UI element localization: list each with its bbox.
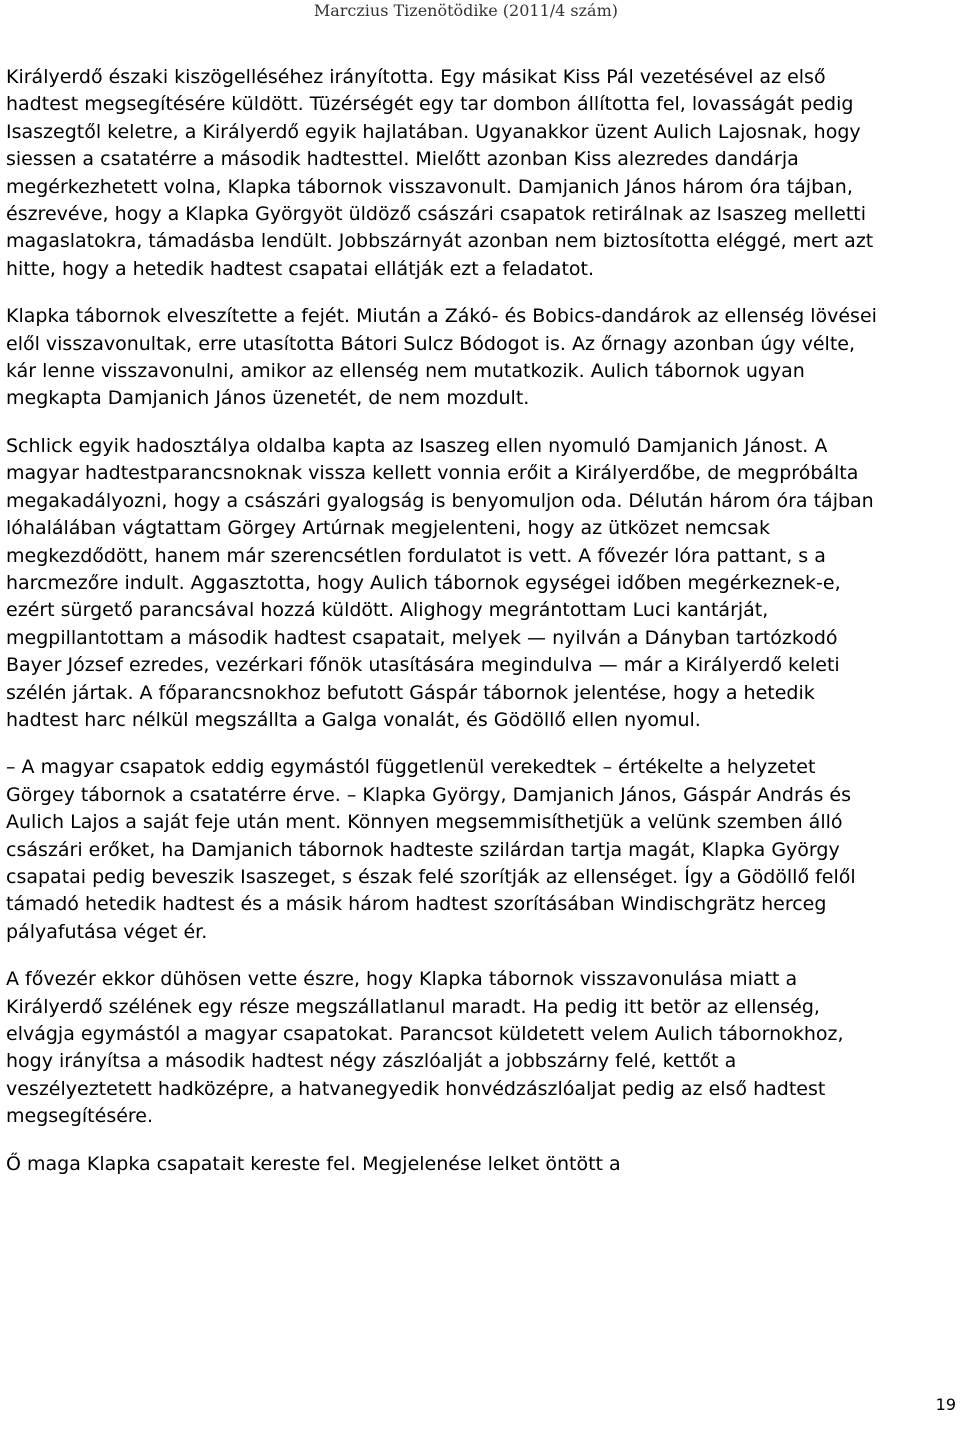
running-header: Marczius Tizenötödike (2011/4 szám) <box>313 1 618 20</box>
paragraph: Ő maga Klapka csapatait kereste fel. Megjelenése lelket öntött a <box>6 1152 621 1175</box>
paragraph: A fővezér ekkor dühösen vette észre, hogy Klapka tábornok visszavonulása miatt a Királyerdő szélének egy része megszállatlanul maradt. Ha pedig itt betör az ellenség, elvágja egymástól a magyar csapatokat. Parancsot küldetett velem Aulich tábornokhoz, hogy irányítsa a második hadtest négy zászlóalját a jobbszárny felé, kettőt a veszélyeztetett hadközépre, a hatvanegyedik honvédzászlóaljat pedig az első hadtest megsegítésére. <box>6 968 844 1128</box>
paragraph: Királyerdő északi kiszögelléséhez irányította. Egy másikat Kiss Pál vezetésével az első hadtest megsegítésére küldött. Tüzérségét egy tar dombon állította fel, lovasságát pedig Isaszegtől keletre, a Királyerdő egyik hajlatában. Ugyanakkor üzent Aulich Lajosnak, hogy siessen a csatatérre a második hadtesttel. Mielőtt azonban Kiss alezredes dandárja megérkezhetett volna, Klapka tábornok visszavonult. Damjanich János három óra tájban, észrevéve, hogy a Klapka Györgyöt üldöző császári csapatok retirálnak az Isaszeg melletti magaslatokra, támadásba lendült. Jobbszárnyát azonban nem biztosította eléggé, mert azt hitte, hogy a hetedik hadtest csapatai ellátják ezt a feladatot. <box>6 66 874 280</box>
paragraph: – A magyar csapatok eddig egymástól függetlenül verekedtek – értékelte a helyzetet Görgey tábornok a csatatérre érve. – Klapka György, Damjanich János, Gáspár András és Aulich Lajos a saját feje után ment. Könnyen megsemmisíthetjük a velünk szemben álló császári erőket, ha Damjanich tábornok hadteste szilárdan tartja magát, Klapka György csapatai pedig beveszik Isaszeget, s észak felé szorítják az ellenséget. Így a Gödöllő felől támadó hetedik hadtest és a másik három hadtest szorításában Windischgrätz herceg pályafutása véget ér. <box>6 756 856 943</box>
paragraph: Schlick egyik hadosztálya oldalba kapta az Isaszeg ellen nyomuló Damjanich Jánost. A magyar hadtestparancsnoknak vissza kellett vonnia erőit a Királyerdőbe, de megpróbálta megakadályozni, hogy a császári gyalogság is benyomuljon oda. Délután három óra tájban lóhalálában vágtattam Görgey Artúrnak megjelenteni, hogy az ütközet nemcsak megkezdődött, hanem már szerencsétlen fordulatot is vett. A fővezér lóra pattant, s a harcmezőre indult. Aggasztotta, hogy Aulich tábornok egységei időben megérkeznek-e, ezért sürgető parancsával hozzá küldött. Alighogy megrántottam Luci kantárját, megpillantottam a második hadtest csapatait, melyek — nyilván a Dányban tartózkodó Bayer József ezredes, vezérkari főnök utasítására megindulva — már a Királyerdő keleti szélén jártak. A főparancsnokhoz befutott Gáspár tábornok jelentése, hogy a hetedik hadtest harc nélkül megszállta a Galga vonalát, és Gödöllő ellen nyomul. <box>6 434 874 731</box>
page-number: 19 <box>935 1395 956 1414</box>
paragraph: Klapka tábornok elveszítette a fejét. Miután a Zákó- és Bobics-dandárok az ellenség lövései elől visszavonultak, erre utasította Bátori Sulcz Bódogot is. Az őrnagy azonban úgy vélte, kár lenne visszavonulni, amikor az ellenség nem mutatkozik. Aulich tábornok ugyan megkapta Damjanich János üzenetét, de nem mozdult. <box>6 305 877 410</box>
article-body <box>6 64 886 1198</box>
